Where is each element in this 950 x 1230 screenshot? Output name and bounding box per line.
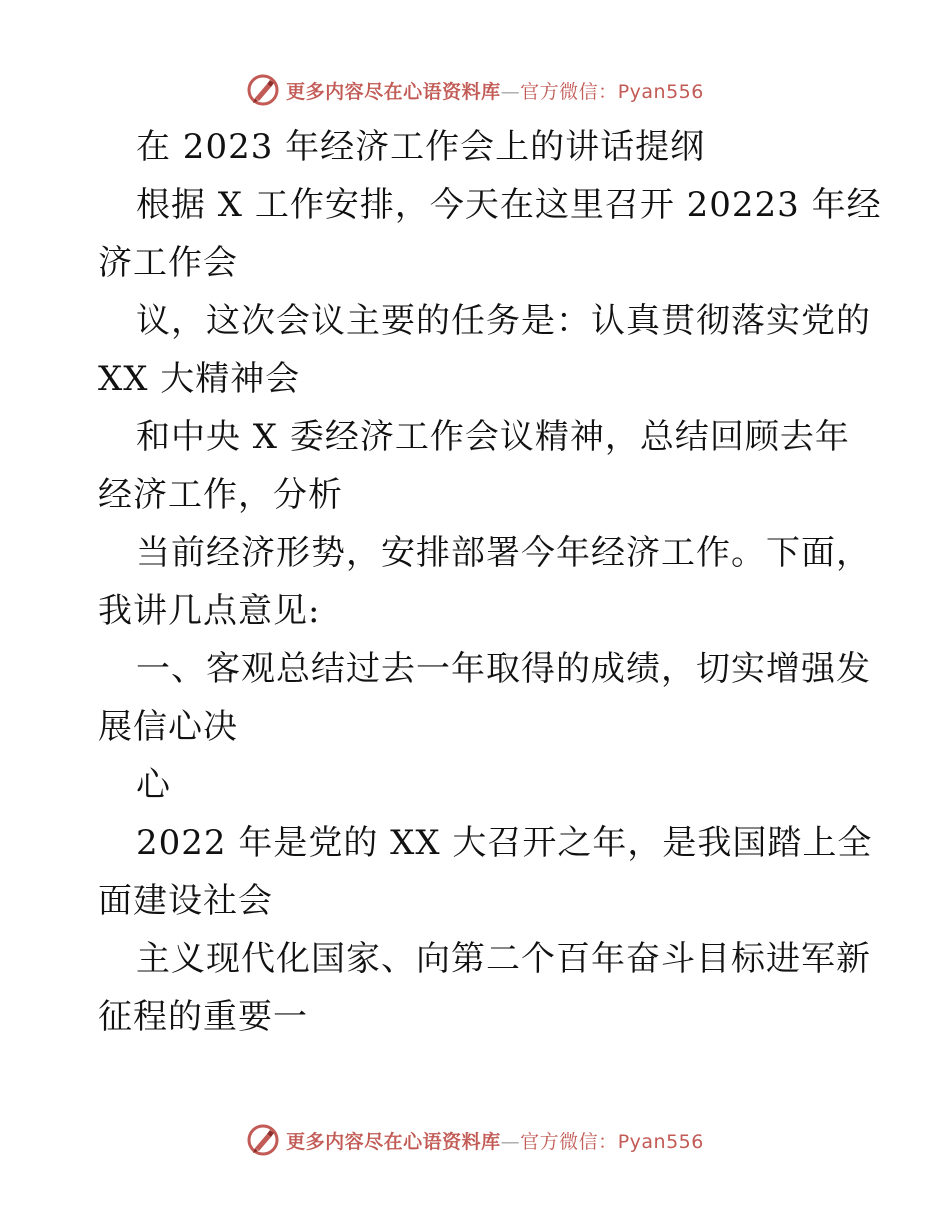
paragraph-line: XX 大精神会 — [98, 359, 301, 399]
paragraph-line: 济工作会 — [98, 243, 238, 283]
paragraph-line: 根据 X 工作安排，今天在这里召开 20223 年经 — [136, 185, 882, 225]
document-body — [98, 118, 882, 1046]
paragraph-line: 议，这次会议主要的任务是：认真贯彻落实党的 — [136, 301, 871, 341]
doc-title: 在 2023 年经济工作会上的讲话提纲 — [136, 127, 706, 167]
paragraph-line: 2022 年是党的 XX 大召开之年，是我国踏上全 — [136, 823, 873, 863]
paragraph-line: 面建设社会 — [98, 881, 273, 921]
paragraph-line: 经济工作，分析 — [98, 475, 343, 515]
watermark-wechat-id: Pyan556 — [617, 80, 704, 103]
header-watermark — [0, 68, 950, 112]
pen-logo-icon — [246, 73, 280, 107]
watermark-dash: — — [500, 80, 521, 103]
paragraph-line: 征程的重要一 — [98, 997, 308, 1037]
watermark-wechat-id: Pyan556 — [617, 1130, 704, 1153]
footer-watermark — [0, 1118, 950, 1162]
section-heading-line: 一、客观总结过去一年取得的成绩，切实增强发 — [136, 649, 871, 689]
watermark-main-text: 更多内容尽在心语资料库 — [286, 80, 501, 103]
watermark-wechat-label: 官方微信： — [520, 80, 618, 103]
paragraph-line: 主义现代化国家、向第二个百年奋斗目标进军新 — [136, 939, 871, 979]
pen-logo-icon — [246, 1123, 280, 1157]
section-heading-line: 展信心决 — [98, 707, 238, 747]
paragraph-line: 和中央 X 委经济工作会议精神，总结回顾去年 — [136, 417, 850, 457]
watermark-dash: — — [500, 1130, 521, 1153]
watermark-wechat-label: 官方微信： — [520, 1130, 618, 1153]
paragraph-line: 我讲几点意见: — [98, 591, 321, 631]
section-heading-line: 心 — [136, 765, 171, 805]
paragraph-line: 当前经济形势，安排部署今年经济工作。下面， — [136, 533, 871, 573]
watermark-main-text: 更多内容尽在心语资料库 — [286, 1130, 501, 1153]
